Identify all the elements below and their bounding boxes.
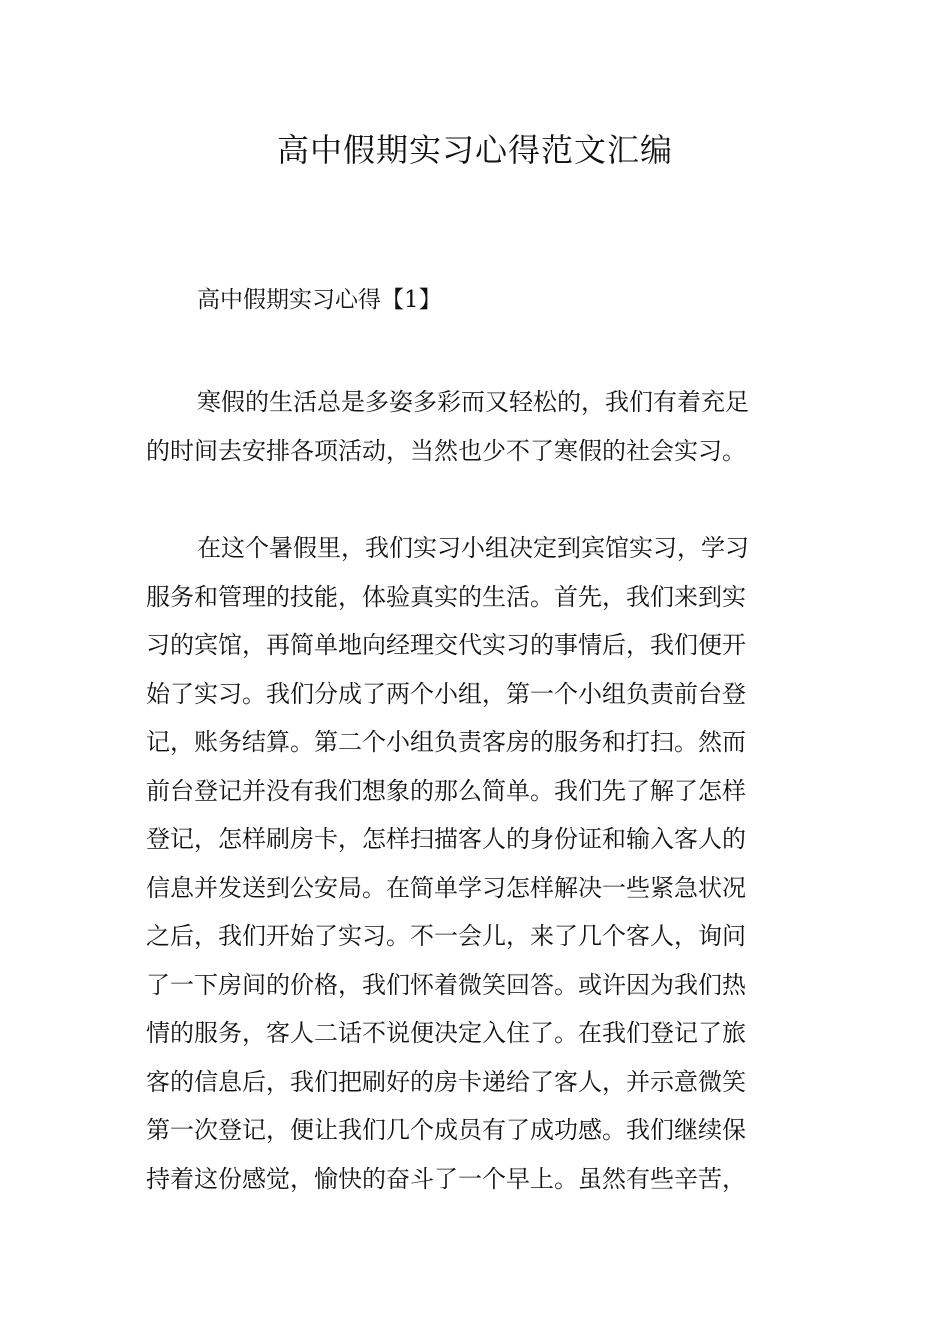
paragraph-line: 了一下房间的价格，我们怀着微笑回答。或许因为我们热 — [146, 970, 746, 999]
paragraph-line: 客的信息后，我们把刷好的房卡递给了客人，并示意微笑 — [146, 1067, 746, 1096]
paragraph-line: 的时间去安排各项活动，当然也少不了寒假的社会实习。 — [146, 436, 746, 465]
paragraph-line: 服务和管理的技能，体验真实的生活。首先，我们来到实 — [146, 582, 746, 611]
section-heading: 高中假期实习心得【1】 — [197, 287, 442, 313]
paragraph-line: 寒假的生活总是多姿多彩而又轻松的，我们有着充足 — [197, 388, 749, 416]
paragraph-line: 持着这份感觉，愉快的奋斗了一个早上。虽然有些辛苦， — [146, 1164, 746, 1193]
paragraph-line: 习的宾馆，再简单地向经理交代实习的事情后，我们便开 — [146, 631, 746, 659]
paragraph-line: 情的服务，客人二话不说便决定入住了。在我们登记了旅 — [146, 1019, 746, 1047]
paragraph-line: 记，账务结算。第二个小组负责客房的服务和打扫。然而 — [146, 728, 746, 756]
paragraph-line: 在这个暑假里，我们实习小组决定到宾馆实习，学习 — [197, 534, 749, 562]
paragraph-line: 始了实习。我们分成了两个小组，第一个小组负责前台登 — [146, 679, 746, 708]
paragraph-line: 登记，怎样刷房卡，怎样扫描客人的身份证和输入客人的 — [146, 825, 746, 853]
paragraph-1 — [146, 378, 806, 475]
document-title: 高中假期实习心得范文汇编 — [276, 131, 673, 169]
paragraph-line: 前台登记并没有我们想象的那么简单。我们先了解了怎样 — [146, 776, 746, 805]
paragraph-line: 信息并发送到公安局。在简单学习怎样解决一些紧急状况 — [146, 873, 746, 902]
paragraph-line: 第一次登记，便让我们几个成员有了成功感。我们继续保 — [146, 1116, 746, 1144]
paragraph-2 — [146, 524, 806, 1203]
paragraph-line: 之后，我们开始了实习。不一会儿，来了几个客人，询问 — [146, 922, 746, 950]
